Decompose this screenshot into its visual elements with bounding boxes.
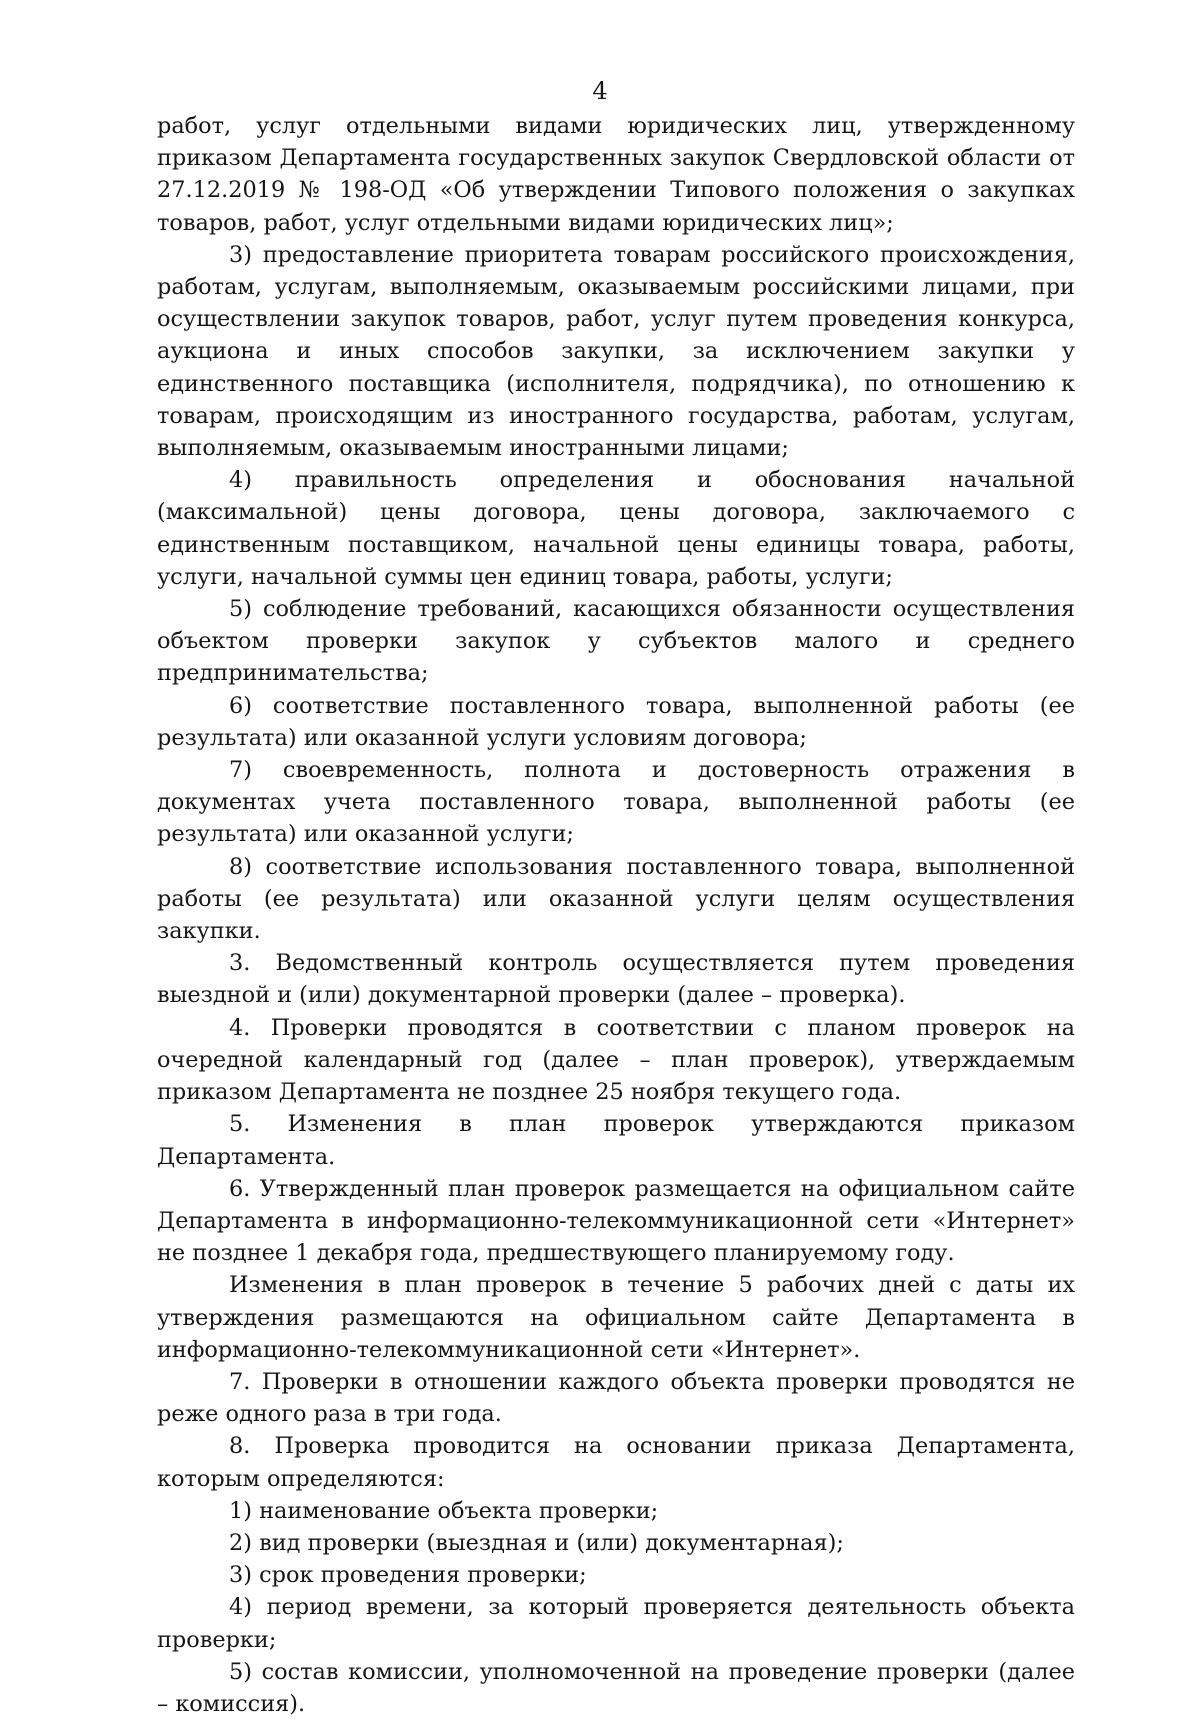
paragraph-clause-7: 7. Проверки в отношении каждого объекта проверки проводятся не реже одного раза в три года. [157,1368,1075,1428]
paragraph-clause-6-changes: Изменения в план проверок в течение 5 рабочих дней с даты их утверждения размещаются на официальном сайте Департамента в информационно-телекоммуникационной сети «Интернет». [157,1272,1075,1363]
document-body [157,110,1075,1720]
paragraph-continuation: работ, услуг отдельными видами юридических лиц, утвержденному приказом Департамента государственных закупок Свердловской области от 27.12.2019 № 198-ОД «Об утверждении Типового положения о закупках товаров, работ, услуг отдельными видами юридических лиц»; [157,113,1075,236]
paragraph-item-8: 8) соответствие использования поставленного товара, выполненной работы (ее результата) или оказанной услуги целям осуществления закупки. [157,853,1075,945]
page-number: 4 [592,77,608,105]
paragraph-item-5: 5) соблюдение требований, касающихся обязанности осуществления объектом проверки закупок у субъектов малого и среднего предпринимательства; [157,596,1075,687]
paragraph-clause-8-item-2: 2) вид проверки (выездная и (или) документарная); [229,1529,844,1556]
paragraph-item-7: 7) своевременность, полнота и достоверность отражения в документах учета поставленного товара, выполненной работы (ее результата) или оказанной услуги; [157,757,1075,848]
paragraph-clause-8-item-5: 5) состав комиссии, уполномоченной на проведение проверки (далее – комиссия). [157,1658,1075,1717]
paragraph-item-3: 3) предоставление приоритета товарам российского происхождения, работам, услугам, выполняемым, оказываемым российскими лицами, при осуществлении закупок товаров, работ, услуг путем проведения конкурса, аукциона и иных способов закупки, за исключением закупки у единственного поставщика (исполнителя, подрядчика), по отношению к товарам, происходящим из иностранного государства, работам, услугам, выполняемым, оказываемым иностранными лицами; [157,241,1075,462]
paragraph-clause-8-item-3: 3) срок проведения проверки; [229,1562,587,1589]
paragraph-item-4: 4) правильность определения и обоснования начальной (максимальной) цены договора, цены договора, заключаемого с единственным поставщиком, начальной цены единицы товара, работы, услуги, начальной суммы цен единиц товара, работы, услуги; [157,467,1075,590]
paragraph-clause-3: 3. Ведомственный контроль осуществляется путем проведения выездной и (или) документарной проверки (далее – проверка). [157,950,1075,1009]
paragraph-clause-8: 8. Проверка проводится на основании приказа Департамента, которым определяются: [157,1433,1075,1492]
paragraph-item-6: 6) соответствие поставленного товара, выполненной работы (ее результата) или оказанной услуги условиям договора; [157,692,1075,751]
paragraph-clause-5: 5. Изменения в план проверок утверждаются приказом Департамента. [157,1111,1075,1170]
paragraph-clause-8-item-1: 1) наименование объекта проверки; [229,1497,659,1524]
paragraph-clause-4: 4. Проверки проводятся в соответствии с планом проверок на очередной календарный год (далее – план проверок), утверждаемым приказом Департамента не позднее 25 ноября текущего года. [157,1014,1075,1106]
paragraph-clause-8-item-4: 4) период времени, за который проверяется деятельность объекта проверки; [157,1594,1075,1653]
paragraph-clause-6: 6. Утвержденный план проверок размещается на официальном сайте Департамента в информационно-телекоммуникационной сети «Интернет» не позднее 1 декабря года, предшествующего планируемому году. [157,1175,1075,1267]
